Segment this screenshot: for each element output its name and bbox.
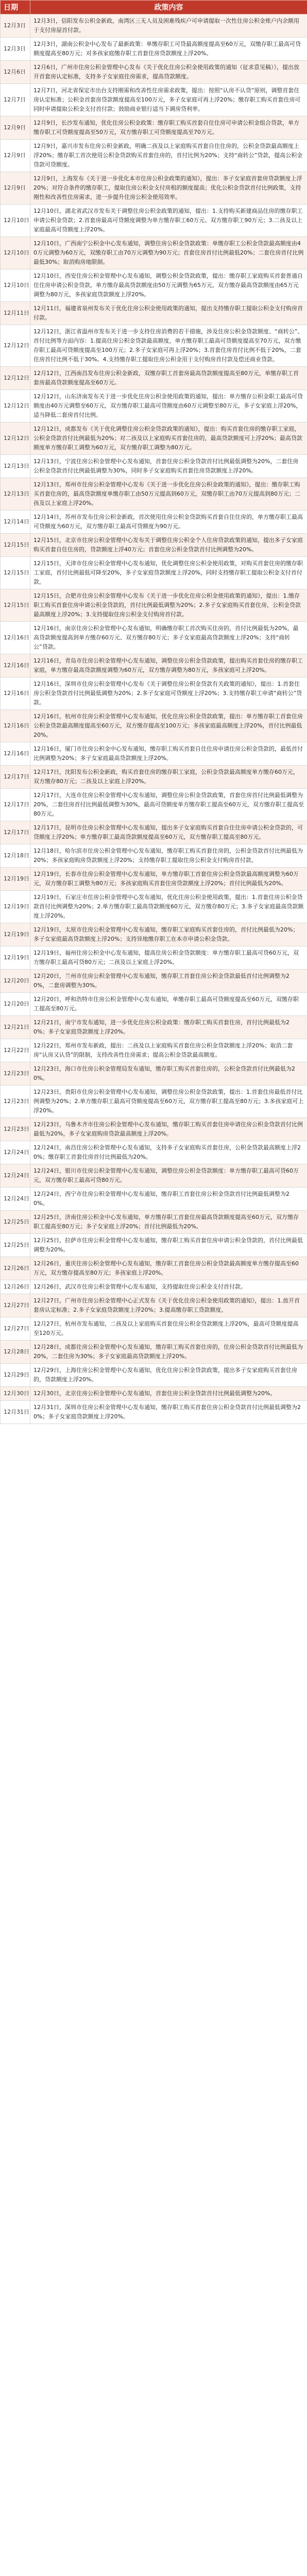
row-date: 12月17日: [1, 766, 30, 789]
row-content: 12月9日，嘉兴市发布住房公积金新政，明确二孩及以上家庭购买首套自住住房的，公积金贷款最高额度上浮20%；缴存职工首次使用公积金贷款购买首套住房的，首付比例为20%；支持“商转公”贷款，提高公积金贷款可贷额度。: [30, 140, 307, 172]
row-date: 12月9日: [1, 116, 30, 140]
row-content: 12月9日，上海发布《关于进一步优化本市住房公积金政策的通知》，提出：多子女家庭首套房贷款额度上浮20%；对符合条件的缴存职工，提取住房公积金支付房租的额度提高；优化公积金贷款首付比例政策，支持刚性和改善性住房需求，进一步提升住房公积金使用效率。: [30, 172, 307, 205]
table-row: [1, 390, 307, 422]
row-date: 12月16日: [1, 654, 30, 677]
table-row: [1, 205, 307, 237]
table-row: [1, 557, 307, 589]
table-row: [1, 891, 307, 923]
row-content: 12月25日，拉萨市住房公积金管理中心发布通知，缴存职工购买首套住房申请公积金贷款的，首付比例最低调整为20%。: [30, 1234, 307, 1257]
row-content: 12月19日，太原市住房公积金管理中心发布通知，缴存职工家庭购买首套住房的，首付比例最低为20%；多子女家庭最高贷款额度上浮20%；支持异地缴存职工在本市申请公积金贷款。: [30, 923, 307, 946]
table-row: [1, 422, 307, 455]
row-date: 12月26日: [1, 1280, 30, 1294]
table-row: [1, 1401, 307, 1424]
row-date: 12月11日: [1, 302, 30, 325]
row-content: 12月15日，天津市住房公积金管理中心发布通知，优化调整住房公积金使用政策，对购买首套住房的缴存职工家庭，首付比例最低可降至20%，多子女家庭贷款额度上浮20%，同时支持缴存职工提取公积金支付首付款。: [30, 557, 307, 589]
table-row: [1, 172, 307, 205]
row-date: 12月9日: [1, 140, 30, 172]
row-date: 12月15日: [1, 557, 30, 589]
row-date: 12月9日: [1, 172, 30, 205]
table-row: [1, 1364, 307, 1387]
date-column-header: 日期: [1, 1, 30, 14]
table-row: [1, 325, 307, 367]
row-content: 12月27日，广州市住房公积金管理中心正式发布《关于优化住房公积金使用政策的通知》，提出：1.放开首套房认定标准；2.多子女家庭贷款额度上浮20%；3.提高缴存职工贷款额度。: [30, 1294, 307, 1317]
row-date: 12月23日: [1, 1062, 30, 1086]
table-row: [1, 1039, 307, 1062]
table-row: [1, 269, 307, 302]
row-date: 12月16日: [1, 677, 30, 710]
row-content: 12月3日，信阳发布公积金新政，南湾区三无人员及困难残疾户可申请提取一次性住房公积金账户内余额用于支付房屋首付款。: [30, 14, 307, 38]
row-date: 12月19日: [1, 868, 30, 891]
table-row: [1, 302, 307, 325]
row-date: 12月3日: [1, 38, 30, 61]
row-content: 12月20日，呼和浩特市住房公积金管理中心发布通知，单缴存职工最高可贷额度提高至60万元，双缴存职工提高至80万元。: [30, 993, 307, 1016]
table-row: [1, 1141, 307, 1164]
table-row: [1, 1387, 307, 1401]
row-content: 12月29日，上海住房公积金管理中心发布通知，优化住房公积金贷款政策，提出多子女家庭购买首套住房的，贷款额度上浮20%。: [30, 1364, 307, 1387]
table-row: [1, 844, 307, 868]
row-content: 12月24日，西宁市住房公积金管理中心发布通知，缴存职工首套住房公积金贷款首付比例最低调整为20%。: [30, 1188, 307, 1211]
row-date: 12月24日: [1, 1188, 30, 1211]
row-content: 12月19日，石家庄市住房公积金管理中心发布通知，优化住房公积金使用政策，提出：1.首套住房公积金贷款首付比例调整为20%；2.单方缴存职工最高贷款额度60万元，双方缴存80万元；3.多子女家庭最高贷款额度上浮20%。: [30, 891, 307, 923]
row-content: 12月7日，河北省保定市出台支持刚需和改善性住房需求政策，提出：按照“认房不认贷”原则，调整首套住房认定标准；公积金首套房贷款额度提高至100万元，多子女家庭可再上浮20%；缴存职工购买首套住房可同时申请提取公积金支付首付款；鼓励商业银行适当下调房贷利率。: [30, 84, 307, 116]
row-date: 12月25日: [1, 1211, 30, 1234]
table-row: [1, 38, 307, 61]
row-content: 12月6日，广州市住房公积金管理中心发布《关于优化住房公积金使用政策的通知（征求意见稿）》，提出放开首套房认定标准，支持多子女家庭住房需求，提高贷款额度。: [30, 61, 307, 84]
row-content: 12月10日，西安住房公积金管理中心发布通知，调整公积金贷款政策，提出：缴存职工家庭购买首套普通自住住房申请公积金贷款，单方缴存最高贷款额度由50万元调整为65万元，双方缴存最高贷款额度由65万元调整为80万元，多孩家庭贷款额度上浮20%。: [30, 269, 307, 302]
table-row: [1, 116, 307, 140]
row-date: 12月25日: [1, 1234, 30, 1257]
row-date: 12月12日: [1, 422, 30, 455]
table-row: [1, 766, 307, 789]
row-date: 12月26日: [1, 1257, 30, 1280]
row-date: 12月10日: [1, 237, 30, 269]
row-content: 12月20日，兰州市住房公积金管理中心发布通知，缴存职工首套住房公积金贷款最低首付比例调整为20%，二套房调整为30%。: [30, 970, 307, 993]
table-row: [1, 14, 307, 38]
row-date: 12月12日: [1, 390, 30, 422]
row-content: 12月14日，苏州市发布住房公积金新政，首次使用住房公积金贷款购买首套自住住房的，单方缴存职工最高可贷额度为60万元，双方缴存职工最高可贷额度为90万元。: [30, 511, 307, 534]
table-row: [1, 1086, 307, 1118]
row-date: 12月29日: [1, 1364, 30, 1387]
row-content: 12月24日，银川市住房公积金管理中心发布通知，调整住房公积金贷款额度：单方缴存职工最高可贷60万元，双方缴存职工最高可贷80万元。: [30, 1164, 307, 1188]
row-date: 12月20日: [1, 993, 30, 1016]
row-date: 12月15日: [1, 534, 30, 557]
table-header-row: [1, 1, 307, 14]
table-row: [1, 367, 307, 390]
row-date: 12月16日: [1, 710, 30, 742]
row-content: 12月16日，青岛市住房公积金管理中心发布通知，调整住房公积金贷款政策，提出购买首套住房的缴存职工家庭，单方缴存最高贷款额度调整为60万元，双方缴存调整为80万元，多孩家庭可上浮20%。: [30, 654, 307, 677]
row-content: 12月27日，杭州市发布通知，二孩及以上家庭购买首套住房公积金贷款额度上浮20%，最高可贷额度提高至120万元。: [30, 1317, 307, 1341]
row-content: 12月25日，济南住房公积金中心发布通知，单方缴存职工首套住房最高贷款额度提高至60万元，双方缴存职工提高至80万元；多子女家庭上浮20%；首付比例最低为20%。: [30, 1211, 307, 1234]
table-row: [1, 534, 307, 557]
row-content: 12月21日，南宁市发布通知，进一步优化住房公积金政策：缴存职工购买首套住房，首付比例最低为20%；多子女家庭贷款额度上浮20%。: [30, 1016, 307, 1039]
row-content: 12月15日，合肥市住房公积金管理中心发布《关于进一步优化住房公积金使用政策的通知》，提出：1.缴存职工购买首套住房申请公积金贷款的，首付比例最低调整为20%；2.多子女家庭购买首套住房，公积金贷款最高额度上浮20%；3.支持提取住房公积金支付购房首付款。: [30, 589, 307, 622]
row-date: 12月27日: [1, 1294, 30, 1317]
row-content: 12月31日，深圳市住房公积金管理中心发布通知，缴存职工购买首套住房公积金贷款首付比例最低调整为20%；多子女家庭贷款额度上浮20%。: [30, 1401, 307, 1424]
table-row: [1, 455, 307, 478]
row-date: 12月19日: [1, 923, 30, 946]
row-date: 12月16日: [1, 622, 30, 654]
table-row: [1, 821, 307, 844]
row-content: 12月28日，成都住房公积金管理中心发布通知，缴存职工购买首套住房的，住房公积金贷款首付比例最低为20%，二套住房为30%；多子女家庭最高贷款额度上浮20%。: [30, 1341, 307, 1364]
row-date: 12月10日: [1, 269, 30, 302]
row-content: 12月22日，郑州市发布新政，提出：二孩及以上家庭购买首套住房公积金贷款额度上浮20%；取消二套房“认房又认贷”的限制，支持改善性住房需求；提高公积金贷款最高额度。: [30, 1039, 307, 1062]
row-date: 12月3日: [1, 14, 30, 38]
table-body: [1, 14, 307, 1424]
row-date: 12月13日: [1, 478, 30, 511]
row-date: 12月14日: [1, 511, 30, 534]
row-date: 12月16日: [1, 742, 30, 766]
row-content: 12月10日，广西南宁公积金中心发布通知，调整住房公积金贷款政策：单缴存职工公积金贷款最高额度由40万元调整为60万元，双缴存职工由70万元调整为90万元；首套住房首付比例最低20%；二套住房首付比例最低30%；取消购房地限制。: [30, 237, 307, 269]
row-content: 12月23日，海口市住房公积金管理局发布通知，缴存职工购买首套住房的，公积金贷款首付比例最低为20%。: [30, 1062, 307, 1086]
row-content: 12月3日，湖南公积金中心发布了最新政策：单缴存职工可贷最高额度提高至60万元，双缴存职工最高可贷额度提高至80万元；对多孩家庭缴存职工首套住房贷款额度上浮20%。: [30, 38, 307, 61]
row-date: 12月12日: [1, 367, 30, 390]
row-content: 12月18日，哈尔滨市住房公积金管理中心发布通知，缴存职工购买首套住房的，公积金贷款首付比例最低为20%；多孩家庭购房贷款额度上浮20%；支持缴存职工提取住房公积金支付购房首付款。: [30, 844, 307, 868]
row-date: 12月7日: [1, 84, 30, 116]
row-content: 12月17日，大连市住房公积金管理中心发布通知，调整住房公积金贷款政策，首套住房首付比例最低调整为20%，二套住房首付比例最低调整为30%，最高可贷额度单方缴存职工提高至60万元，双方缴存职工提高至80万元。: [30, 789, 307, 821]
row-date: 12月15日: [1, 589, 30, 622]
table-row: [1, 946, 307, 970]
row-date: 12月23日: [1, 1086, 30, 1118]
row-date: 12月22日: [1, 1039, 30, 1062]
row-date: 12月6日: [1, 61, 30, 84]
table-row: [1, 1234, 307, 1257]
row-date: 12月13日: [1, 455, 30, 478]
table-row: [1, 1317, 307, 1341]
table-row: [1, 1164, 307, 1188]
table-row: [1, 61, 307, 84]
row-content: 12月17日，昆明市住房公积金管理中心发布通知，提出多子女家庭购买首套自住住房申请公积金贷款的，可贷额度上浮20%；单方缴存职工最高贷款额度提高至60万元，双方缴存职工提高至80万元。: [30, 821, 307, 844]
row-content: 12月23日，贵阳市住房公积金管理中心发布通知，调整住房公积金贷款政策，提出：1.首套住房最低首付比例调整为20%；2.单方缴存职工最高可贷额度提高至60万元，双方缴存职工提高至80万元；3.多孩家庭可上浮20%。: [30, 1086, 307, 1118]
row-content: 12月26日，武汉市住房公积金管理中心发布通知，支持提取住房公积金支付首付款。: [30, 1280, 307, 1294]
row-date: 12月28日: [1, 1341, 30, 1364]
table-row: [1, 654, 307, 677]
table-row: [1, 1341, 307, 1364]
row-date: 12月17日: [1, 821, 30, 844]
table-row: [1, 742, 307, 766]
table-row: [1, 993, 307, 1016]
row-content: 12月19日，福州住房公积金中心发布通知，提高住房公积金贷款额度：单方缴存职工最高可贷60万元，双方缴存职工最高可贷80万元；二孩及以上家庭上浮20%。: [30, 946, 307, 970]
row-content: 12月10日，湖北省武汉市发布关于调整住房公积金政策的通知，提出：1.支持购买新建商品住房的缴存职工申请公积金贷款；2.首套房最高可贷额度调整为单方缴存职工60万元、双方缴存职工90万元；3.二孩及以上家庭最高可贷额度上浮20%。: [30, 205, 307, 237]
row-content: 12月23日，乌鲁木齐市住房公积金管理中心发布通知，缴存职工购买首套住房申请住房公积金贷款首付比例最低为20%，多子女家庭购房贷款最高额度上浮20%。: [30, 1118, 307, 1141]
row-content: 12月16日，厦门市住房公积金中心发布通知，缴存职工购买首套自住住房申请住房公积金贷款的，最低首付比例调整为20%；多子女家庭最高贷款额度上浮20%。: [30, 742, 307, 766]
row-date: 12月24日: [1, 1164, 30, 1188]
table-row: [1, 970, 307, 993]
row-content: 12月30日，北京住房公积金管理中心发布通知，首套住房公积金贷款首付比例最低调整为20%。: [30, 1387, 307, 1401]
row-content: 12月17日，沈阳发布公积金新政，购买首套住房的缴存职工家庭，公积金贷款最高额度单方缴存60万元，双方缴存80万元；二孩及以上家庭上浮20%。: [30, 766, 307, 789]
row-content: 12月9日，长沙发布通知，优化住房公积金政策：缴存职工购买首套自住住房可申请公积金组合贷款，单方缴存职工可贷额度提高至50万元，双方缴存职工可贷额度提高至70万元。: [30, 116, 307, 140]
table-row: [1, 710, 307, 742]
row-date: 12月17日: [1, 789, 30, 821]
table-row: [1, 1211, 307, 1234]
table-row: [1, 789, 307, 821]
row-date: 12月24日: [1, 1141, 30, 1164]
table-row: [1, 1118, 307, 1141]
row-content: 12月13日，郑州市住房公积金管理中心发布《关于进一步优化住房公积金政策的通知》，提出：缴存职工购买首套住房的，最高贷款额度单缴存职工由50万元提高到60万元，双缴存职工由70万元提高到80万元；二孩及以上家庭上浮20%。: [30, 478, 307, 511]
row-date: 12月18日: [1, 844, 30, 868]
row-date: 12月23日: [1, 1118, 30, 1141]
table-row: [1, 84, 307, 116]
row-date: 12月31日: [1, 1401, 30, 1424]
row-content: 12月15日，北京市住房公积金管理中心发布关于调整住房公积金个人住房贷款政策的通知，提出多子女家庭购买首套自住住房的，贷款额度上浮40万元；首套住房公积金贷款首付比例调整为20%。: [30, 534, 307, 557]
row-content: 12月11日，福建省泉州发布关于优化住房公积金使用政策的通知，提出支持缴存职工提取公积金支付购房首付款。: [30, 302, 307, 325]
table-row: [1, 511, 307, 534]
row-date: 12月21日: [1, 1016, 30, 1039]
row-content: 12月16日，深圳市住房公积金管理中心发布《关于调整住房公积金贷款有关政策的通知》，提出：1.首套住房公积金贷款首付比例最低调整为20%；2.多子女家庭可贷额度上浮20%；3.支持缴存职工申请“商转公”贷款。: [30, 677, 307, 710]
row-content: 12月12日，江西南昌发布住房公积金新政，双缴存职工首套房最高贷款额度提高至80万元，单缴存职工首套房最高贷款额度提高至60万元。: [30, 367, 307, 390]
table-row: [1, 1016, 307, 1039]
row-content: 12月16日，南京住房公积金管理中心发布通知，明确缴存职工首次购买住房的，首付比例最低为20%，最高贷款额度提高到单方缴存60万元、双方缴存80万元；多子女家庭最高贷款额度上浮20%；支持“商转公”贷款。: [30, 622, 307, 654]
table-row: [1, 868, 307, 891]
table-row: [1, 1280, 307, 1294]
row-content: 12月12日，浙江省温州市发布关于进一步支持住房消费的若干措施，涉及住房公积金贷款额度、“商转公”、首付比例等方面内容：1.提高住房公积金贷款最高额度，单方缴存职工最高可贷额度提高至70万元，双方缴存职工最高可贷额度提高至100万元；2.多子女家庭可再上浮20%；3.首套住房首付比例不低于20%，二套住房首付比例不低于30%。4.支持缴存职工提取住房公积金用于支付购房首付款及偿还商业贷款。: [30, 325, 307, 367]
table-row: [1, 923, 307, 946]
table-row: [1, 1257, 307, 1280]
table-row: [1, 478, 307, 511]
table-row: [1, 1188, 307, 1211]
table-row: [1, 1062, 307, 1086]
row-content: 12月13日，宁波住房公积金管理中心发布通知，首套住房公积金贷款首付比例最低调整为20%，二套住房公积金贷款首付比例最低调整为30%，同时多子女家庭购买首套住房贷款额度上浮20%。: [30, 455, 307, 478]
row-content: 12月12日，山东济南发布关于进一步优化住房公积金使用政策的通知，提出：单方缴存公积金职工最高可贷额度由40万元调整至60万元，双方缴存职工最高可贷额度由60万元调整至80万元，多子女家庭上浮20%，适当降低二套房首付比例。: [30, 390, 307, 422]
row-date: 12月12日: [1, 325, 30, 367]
table-row: [1, 140, 307, 172]
table-row: [1, 622, 307, 654]
row-date: 12月19日: [1, 891, 30, 923]
table-row: [1, 677, 307, 710]
table-row: [1, 589, 307, 622]
row-date: 12月10日: [1, 205, 30, 237]
row-content: 12月26日，重庆住房公积金管理中心发布通知，缴存职工首套住房公积金贷款最高额度单方缴存提高至60万元，双方缴存提高至80万元；多孩家庭上浮20%。: [30, 1257, 307, 1280]
row-date: 12月30日: [1, 1387, 30, 1401]
row-date: 12月20日: [1, 970, 30, 993]
table-row: [1, 1294, 307, 1317]
row-content: 12月19日，长春市住房公积金管理中心发布通知，单方缴存职工首套住房公积金贷款最高额度调整为60万元，双方缴存职工调整为80万元；多孩家庭购买首套住房贷款额度上浮20%；首付比例最低为20%。: [30, 868, 307, 891]
row-content: 12月12日，成都发布《关于优化调整住房公积金贷款政策的通知》，提出：购买首套住房的缴存职工家庭，公积金贷款首付比例最低为20%；对二孩及以上家庭购买首套住房的，最高贷款额度可上浮20%；最高贷款额度单方缴存职工调整为60万元，双方缴存职工调整为80万元。: [30, 422, 307, 455]
table-row: [1, 237, 307, 269]
content-column-header: 政策内容: [30, 1, 307, 14]
row-date: 12月27日: [1, 1317, 30, 1341]
row-content: 12月16日，杭州市住房公积金管理中心发布通知，优化住房公积金贷款政策，提出：单方缴存职工首套住房公积金贷款最高额度提高至60万元，双方缴存提高至100万元；多孩家庭最高额度上浮20%，首付比例最低20%。: [30, 710, 307, 742]
row-content: 12月24日，南昌住房公积金管理中心发布通知，支持多子女家庭购买首套住房，公积金贷款最高额度上浮20%；缴存职工首套住房首付比例最低为20%。: [30, 1141, 307, 1164]
row-date: 12月19日: [1, 946, 30, 970]
